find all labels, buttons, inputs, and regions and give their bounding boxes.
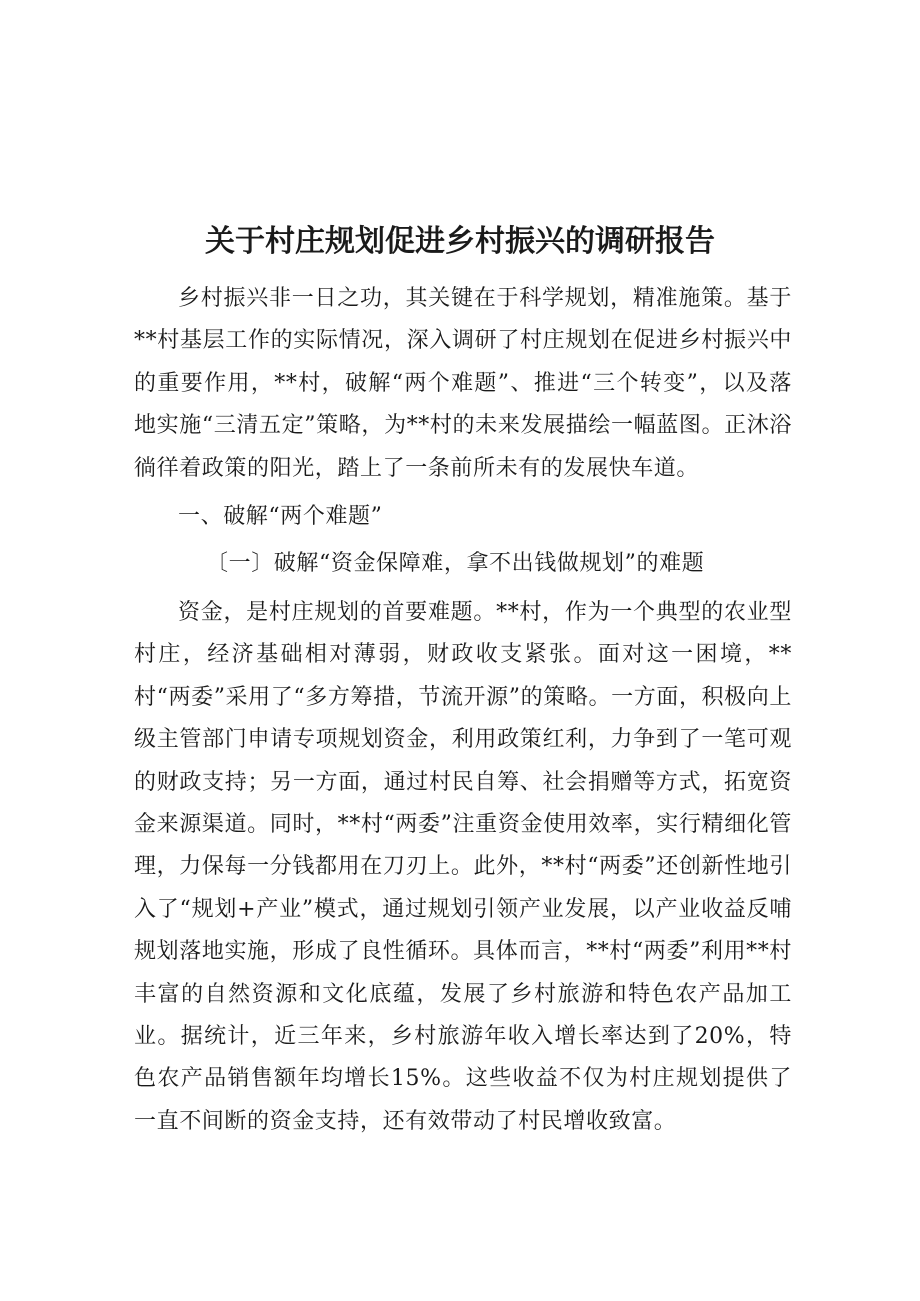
intro-paragraph: 乡村振兴非一日之功，其关键在于科学规划，精准施策。基于**村基层工作的实际情况，深入调研了村庄规划在促进乡村振兴中的重要作用，**村，破解“两个难题”、推进“三个转变”，以及落地实施“三清五定”策略，为**村的未来发展描绘一幅蓝图。正沐浴徜徉着政策的阳光，踏上了一条前所未有的发展快车道。 — [134, 286, 792, 481]
document-title: 关于村庄规划促进乡村振兴的调研报告 — [205, 224, 715, 259]
section-heading: 一、破解“两个难题” — [178, 504, 383, 529]
body-paragraph: 资金，是村庄规划的首要难题。**村，作为一个典型的农业型村庄，经济基础相对薄弱，财政收支紧张。面对这一困境，**村“两委”采用了“多方筹措，节流开源”的策略。一方面，积极向上级主管部门申请专项规划资金，利用政策红利，力争到了一笔可观的财政支持；另一方面，通过村民自筹、社会捐赠等方式，拓宽资金来源渠道。同时，**村“两委”注重资金使用效率，实行精细化管理，力保每一分钱都用在刀刃上。此外，**村“两委”还创新性地引入了“规划+产业”模式，通过规划引领产业发展，以产业收益反哺规划落地实施，形成了良性循环。具体而言，**村“两委”利用**村丰富的自然资源和文化底蕴，发展了乡村旅游和特色农产品加工业。据统计，近三年来，乡村旅游年收入增长率达到了20%，特色农产品销售额年均增长15%。这些收益不仅为村庄规划提供了一直不间断的资金支持，还有效带动了村民增收致富。 — [134, 600, 792, 1134]
subsection-heading: 〔一〕破解“资金保障难，拿不出钱做规划”的难题 — [206, 551, 705, 576]
